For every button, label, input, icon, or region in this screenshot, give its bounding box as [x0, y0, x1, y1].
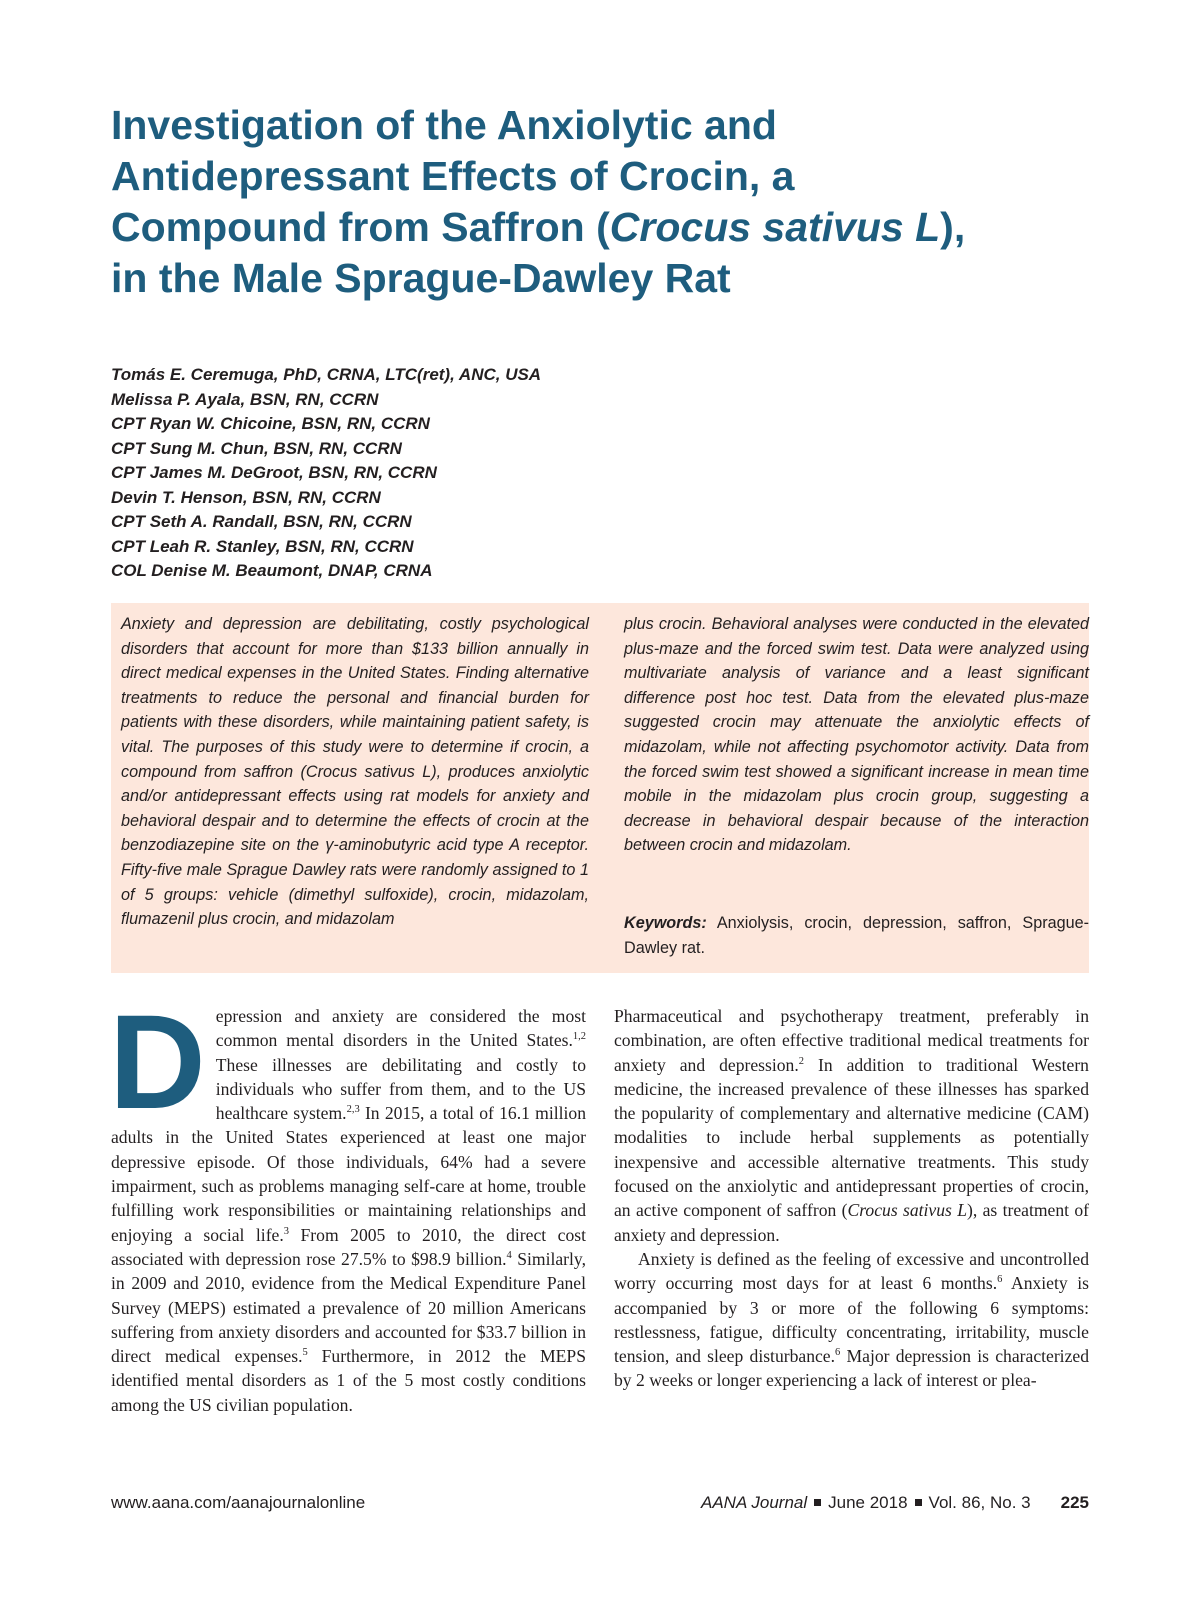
- citation: 6: [835, 1347, 841, 1359]
- square-bullet-icon: [915, 1499, 922, 1506]
- author: CPT James M. DeGroot, BSN, RN, CCRN: [111, 463, 437, 482]
- title-species-name: Crocus sativus L: [609, 204, 941, 250]
- abstract-column-right: [624, 612, 1089, 858]
- abstract-text: plus crocin. Behavioral analyses were conducted in the elevated plus-maze and the forced swim test. Data were analyzed using multivariate analysis of variance and a least significant difference post hoc test. Data from the elevated plus-maze suggested crocin may attenuate the anxiolytic effects of midazolam, while not affecting psychomotor activity. Data from the forced swim test showed a significant increase in mean time mobile in the midazolam plus crocin group, suggesting a decrease in behavioral despair because of the interaction between crocin and midazolam.: [624, 615, 1089, 855]
- drop-cap: D: [109, 988, 206, 1137]
- species-name: Crocus sativus L: [847, 1200, 967, 1221]
- issue-date: June 2018: [828, 1493, 908, 1512]
- abstract-text: Anxiety and depression are debilitating, costly psychological disorders that account for more than $133 billion annually in direct medical expenses in the United States. Finding alternative treatments to reduce the personal and financial burden for patients with these disorders, while maintaining patient safety, is vital. The purposes of this study were to determine if crocin, a compound from saffron (Crocus sativus L), produces anxiolytic and/or antidepressant effects using rat models for anxiety and behavioral despair and to determine the effects of crocin at the benzodiazepine site on the γ-aminobutyric acid type A receptor. Fifty-five male Sprague Dawley rats were randomly assigned to 1 of 5 groups: vehicle (dimethyl sulfoxide), crocin, midazolam, flumazenil plus crocin, and midazolam: [121, 615, 589, 929]
- footer-url[interactable]: www.aana.com/aanajournalonline: [111, 1493, 366, 1512]
- citation: 4: [506, 1250, 512, 1262]
- body-paragraph: Depression and anxiety are considered the most common mental disorders in the United States.$^{1,2}$ These illnesses are debilitating and costly to individuals who suffer from them, and to the US healthcare system.$^{2,3}$ In 2015, a total of 16.1 million adults in the United States experienced at least one major depressive episode. Of those individuals, 64% had a severe impairment, such as problems managing self-care at home, trouble fulfilling work responsibilities or maintaining relationships and enjoying a social life.$^3$ From 2005 to 2010, the direct cost associated with depression rose 27.5% to $98.9 billion.$^4$ Similarly, in 2009 and 2010, evidence from the Medical Expenditure Panel Survey (MEPS) estimated a prevalence of 20 million Americans suffering from anxiety disorders and accounted for $33.7 billion in direct medical expenses.$^5$ Furthermore, in 2012 the MEPS identified mental disorders as 1 of the 5 most costly conditions among the US civilian population.: [109, 988, 586, 1415]
- author: CPT Sung M. Chun, BSN, RN, CCRN: [111, 438, 402, 458]
- volume-issue: Vol. 86, No. 3: [928, 1493, 1031, 1512]
- keywords-text: Anxiolysis, crocin, depression, saffron, Sprague-Dawley rat.: [624, 914, 1089, 957]
- article-title: [111, 100, 1091, 304]
- author: Melissa P. Ayala, BSN, RN, CCRN: [111, 389, 379, 409]
- body-column-left: [109, 988, 586, 1417]
- body-paragraph: Pharmaceutical and psychotherapy treatment, preferably in combination, are often effective traditional medical treatments for anxiety and depression.$^2$ In addition to traditional Western medicine, the increased prevalence of these illnesses has sparked the popularity of complementary and alternative medicine (CAM) modalities to include herbal supplements as potentially inexpensive and accessible alternative treatments. This study focused on the anxiolytic and antidepressant properties of crocin, an active component of saffron (Crocus sativus L), as treatment of anxiety and depression.: [614, 1006, 1090, 1245]
- title-line: Antidepressant Effects of Crocin, a: [111, 153, 795, 199]
- abstract-column-left: [121, 612, 589, 932]
- citation: 1,2: [572, 1031, 586, 1043]
- abstract-box: [111, 603, 1089, 973]
- author: COL Denise M. Beaumont, DNAP, CRNA: [111, 561, 433, 580]
- author: CPT Seth A. Randall, BSN, RN, CCRN: [111, 512, 412, 531]
- body-paragraph: Anxiety is defined as the feeling of excessive and uncontrolled worry occurring most days for at least 6 months.$^6$ Anxiety is accompanied by 3 or more of the following 6 symptoms: restlessness, fatigue, difficulty concentrating, irritability, muscle tension, and sleep disturbance.$^6$ Major depression is characterized by 2 weeks or longer experiencing a lack of interest or plea-: [614, 1248, 1089, 1391]
- keywords: [624, 911, 1089, 960]
- page-number: 225: [1060, 1493, 1089, 1512]
- author: CPT Ryan W. Chicoine, BSN, RN, CCRN: [111, 414, 430, 433]
- citation: 5: [302, 1347, 308, 1359]
- title-line: Compound from Saffron (Crocus sativus L),: [111, 204, 966, 250]
- title-line: Investigation of the Anxiolytic and: [111, 102, 777, 148]
- square-bullet-icon: [814, 1499, 821, 1506]
- author: Devin T. Henson, BSN, RN, CCRN: [111, 487, 381, 507]
- keywords-label: Keywords:: [624, 914, 707, 932]
- journal-name: AANA Journal: [700, 1493, 808, 1512]
- title-line: in the Male Sprague-Dawley Rat: [111, 255, 731, 301]
- citation: 3: [283, 1225, 290, 1237]
- footer-citation: [701, 1493, 1089, 1513]
- body-column-right: [614, 1004, 1089, 1393]
- author: Tomás E. Ceremuga, PhD, CRNA, LTC(ret), ANC, USA: [111, 365, 542, 384]
- citation: 2,3: [346, 1104, 360, 1116]
- citation: 2: [798, 1055, 804, 1067]
- author-list: [111, 363, 541, 584]
- author: CPT Leah R. Stanley, BSN, RN, CCRN: [111, 536, 414, 556]
- citation: 6: [997, 1274, 1003, 1286]
